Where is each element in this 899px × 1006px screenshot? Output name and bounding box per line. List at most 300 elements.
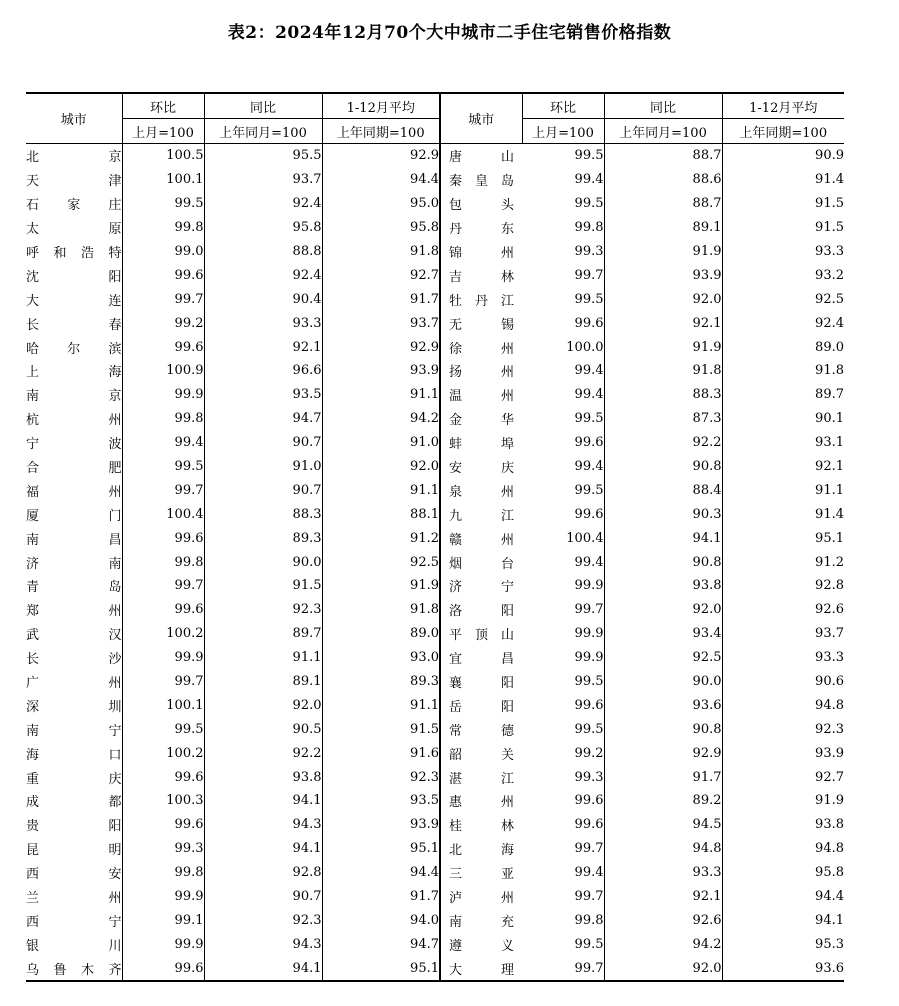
left-avg-cell: 94.4	[322, 861, 440, 885]
left-mom-cell: 99.7	[122, 478, 204, 502]
left-mom-cell: 100.9	[122, 359, 204, 383]
table-row	[26, 670, 844, 694]
right-city-cell: 唐山	[440, 144, 522, 168]
right-avg-cell: 93.2	[815, 267, 844, 283]
col-yoy-base-left: 上年同月=100	[204, 119, 322, 144]
right-yoy-cell: 94.1	[604, 526, 722, 550]
left-city-cell: 贵阳	[26, 813, 122, 837]
left-yoy-cell: 94.3	[204, 932, 322, 956]
right-mom-cell: 99.5	[522, 144, 604, 168]
right-mom-cell: 99.7	[522, 263, 604, 287]
right-yoy-cell: 93.9	[604, 263, 722, 287]
right-yoy-cell: 88.7	[604, 144, 722, 168]
right-mom-cell: 99.9	[522, 622, 604, 646]
right-avg-cell: 92.7	[815, 769, 844, 785]
left-mom-cell: 99.7	[122, 287, 204, 311]
right-mom-cell: 100.4	[522, 526, 604, 550]
left-yoy-cell: 90.7	[204, 431, 322, 455]
right-avg-cell: 95.1	[815, 530, 844, 546]
left-avg-cell: 92.5	[322, 550, 440, 574]
left-avg-cell: 89.0	[322, 622, 440, 646]
right-yoy-cell: 93.8	[604, 574, 722, 598]
right-mom-cell: 99.4	[522, 168, 604, 192]
right-avg-cell: 89.7	[815, 387, 844, 403]
right-yoy-cell: 93.3	[604, 861, 722, 885]
right-avg-cell: 94.1	[815, 912, 844, 928]
left-mom-cell: 100.5	[122, 144, 204, 168]
right-mom-cell: 99.4	[522, 861, 604, 885]
left-avg-cell: 89.3	[322, 670, 440, 694]
table-row	[26, 813, 844, 837]
right-city-cell: 宜昌	[440, 646, 522, 670]
right-avg-cell: 92.6	[815, 602, 844, 618]
right-yoy-cell: 90.8	[604, 717, 722, 741]
right-yoy-cell: 87.3	[604, 407, 722, 431]
left-mom-cell: 100.2	[122, 622, 204, 646]
right-yoy-cell: 88.3	[604, 383, 722, 407]
left-city-cell: 北京	[26, 144, 122, 168]
right-avg-cell: 90.6	[815, 674, 844, 690]
left-avg-cell: 88.1	[322, 502, 440, 526]
table-row	[26, 240, 844, 264]
left-yoy-cell: 92.8	[204, 861, 322, 885]
left-avg-cell: 91.1	[322, 693, 440, 717]
left-avg-cell: 91.7	[322, 885, 440, 909]
left-mom-cell: 99.6	[122, 335, 204, 359]
table-row	[26, 956, 844, 981]
col-yoy-left: 同比	[204, 93, 322, 119]
left-city-cell: 合肥	[26, 455, 122, 479]
right-yoy-cell: 90.0	[604, 670, 722, 694]
left-yoy-cell: 95.8	[204, 216, 322, 240]
right-avg-cell: 91.5	[815, 196, 844, 212]
right-avg-cell: 95.3	[815, 936, 844, 952]
right-avg-cell: 91.1	[815, 482, 844, 498]
left-yoy-cell: 88.8	[204, 240, 322, 264]
left-mom-cell: 99.8	[122, 550, 204, 574]
col-avg-base-right: 上年同期=100	[722, 119, 844, 144]
left-mom-cell: 99.6	[122, 526, 204, 550]
left-mom-cell: 99.6	[122, 598, 204, 622]
left-city-cell: 武汉	[26, 622, 122, 646]
right-city-cell: 岳阳	[440, 693, 522, 717]
left-yoy-cell: 90.5	[204, 717, 322, 741]
right-avg-cell: 93.9	[815, 745, 844, 761]
left-yoy-cell: 93.8	[204, 765, 322, 789]
left-city-cell: 宁波	[26, 431, 122, 455]
right-city-cell: 金华	[440, 407, 522, 431]
left-yoy-cell: 92.3	[204, 598, 322, 622]
left-avg-cell: 91.5	[322, 717, 440, 741]
right-city-cell: 常德	[440, 717, 522, 741]
table-row	[26, 837, 844, 861]
table-row	[26, 502, 844, 526]
left-avg-cell: 95.0	[322, 192, 440, 216]
left-yoy-cell: 95.5	[204, 144, 322, 168]
right-yoy-cell: 92.9	[604, 741, 722, 765]
right-yoy-cell: 90.8	[604, 455, 722, 479]
right-city-cell: 三亚	[440, 861, 522, 885]
left-avg-cell: 91.1	[322, 383, 440, 407]
right-city-cell: 包头	[440, 192, 522, 216]
right-mom-cell: 99.6	[522, 693, 604, 717]
left-city-cell: 成都	[26, 789, 122, 813]
table-row	[26, 407, 844, 431]
right-avg-cell: 93.3	[815, 244, 844, 259]
left-mom-cell: 99.7	[122, 574, 204, 598]
left-mom-cell: 99.7	[122, 670, 204, 694]
left-yoy-cell: 92.2	[204, 741, 322, 765]
col-mom-right: 环比	[522, 93, 604, 119]
right-yoy-cell: 92.0	[604, 956, 722, 981]
right-city-cell: 南充	[440, 909, 522, 933]
left-yoy-cell: 91.5	[204, 574, 322, 598]
header-row-1	[26, 93, 844, 119]
right-yoy-cell: 91.8	[604, 359, 722, 383]
right-mom-cell: 99.6	[522, 813, 604, 837]
right-avg-cell: 93.6	[722, 956, 844, 981]
left-avg-cell: 92.0	[322, 455, 440, 479]
left-mom-cell: 99.9	[122, 932, 204, 956]
left-city-cell: 西宁	[26, 909, 122, 933]
right-avg-cell: 91.9	[815, 793, 844, 809]
left-mom-cell: 99.0	[122, 240, 204, 264]
right-avg-cell: 94.4	[815, 889, 844, 905]
left-city-cell: 哈尔滨	[26, 335, 122, 359]
table-row	[26, 526, 844, 550]
left-mom-cell: 99.9	[122, 383, 204, 407]
table-row	[26, 192, 844, 216]
left-avg-cell: 93.5	[322, 789, 440, 813]
right-mom-cell: 100.0	[522, 335, 604, 359]
right-city-cell: 北海	[440, 837, 522, 861]
left-city-cell: 青岛	[26, 574, 122, 598]
right-avg-cell: 91.4	[815, 172, 844, 188]
left-avg-cell: 92.9	[322, 144, 440, 168]
left-yoy-cell: 90.0	[204, 550, 322, 574]
table-row	[26, 359, 844, 383]
right-yoy-cell: 88.6	[604, 168, 722, 192]
left-yoy-cell: 91.0	[204, 455, 322, 479]
right-yoy-cell: 90.8	[604, 550, 722, 574]
right-yoy-cell: 92.0	[604, 287, 722, 311]
left-mom-cell: 99.9	[122, 885, 204, 909]
right-yoy-cell: 92.0	[604, 598, 722, 622]
right-avg-cell: 93.3	[815, 650, 844, 666]
right-city-cell: 大理	[440, 956, 522, 981]
left-yoy-cell: 88.3	[204, 502, 322, 526]
right-avg-cell: 94.8	[815, 841, 844, 857]
right-city-cell: 平顶山	[440, 622, 522, 646]
left-city-cell: 天津	[26, 168, 122, 192]
right-city-cell: 洛阳	[440, 598, 522, 622]
right-yoy-cell: 92.5	[604, 646, 722, 670]
left-mom-cell: 100.1	[122, 693, 204, 717]
right-mom-cell: 99.3	[522, 765, 604, 789]
left-avg-cell: 92.7	[322, 263, 440, 287]
table-row	[26, 861, 844, 885]
col-city-right: 城市	[440, 93, 522, 144]
right-mom-cell: 99.5	[522, 192, 604, 216]
right-yoy-cell: 92.2	[604, 431, 722, 455]
table-row	[26, 765, 844, 789]
left-mom-cell: 99.8	[122, 861, 204, 885]
right-mom-cell: 99.3	[522, 240, 604, 264]
right-city-cell: 烟台	[440, 550, 522, 574]
table-row	[26, 478, 844, 502]
right-avg-cell: 94.8	[815, 697, 844, 713]
left-yoy-cell: 89.7	[204, 622, 322, 646]
left-city-cell: 长春	[26, 311, 122, 335]
right-yoy-cell: 91.7	[604, 765, 722, 789]
table-row	[26, 598, 844, 622]
table-row	[26, 335, 844, 359]
right-avg-cell: 89.0	[815, 339, 844, 355]
left-avg-cell: 91.8	[322, 240, 440, 264]
left-city-cell: 西安	[26, 861, 122, 885]
left-mom-cell: 99.8	[122, 216, 204, 240]
left-avg-cell: 94.4	[322, 168, 440, 192]
left-city-cell: 兰州	[26, 885, 122, 909]
left-mom-cell: 99.6	[122, 263, 204, 287]
right-avg-cell: 91.2	[815, 554, 844, 570]
right-mom-cell: 99.4	[522, 455, 604, 479]
right-city-cell: 赣州	[440, 526, 522, 550]
right-avg-cell: 92.1	[815, 459, 844, 475]
left-avg-cell: 93.9	[322, 359, 440, 383]
left-mom-cell: 99.6	[122, 765, 204, 789]
right-yoy-cell: 93.4	[604, 622, 722, 646]
right-avg-cell: 93.8	[815, 817, 844, 833]
left-mom-cell: 99.5	[122, 717, 204, 741]
left-city-cell: 海口	[26, 741, 122, 765]
table-row	[26, 932, 844, 956]
right-yoy-cell: 93.6	[604, 693, 722, 717]
left-yoy-cell: 90.7	[204, 885, 322, 909]
left-yoy-cell: 89.3	[204, 526, 322, 550]
left-avg-cell: 91.0	[322, 431, 440, 455]
left-avg-cell: 92.3	[322, 765, 440, 789]
table-row	[26, 693, 844, 717]
table-row	[26, 311, 844, 335]
right-mom-cell: 99.5	[522, 670, 604, 694]
table-row	[26, 216, 844, 240]
right-avg-cell: 90.9	[815, 148, 844, 164]
right-avg-cell: 91.8	[815, 363, 844, 379]
right-mom-cell: 99.7	[522, 885, 604, 909]
right-mom-cell: 99.6	[522, 431, 604, 455]
right-city-cell: 锦州	[440, 240, 522, 264]
left-city-cell: 呼和浩特	[26, 240, 122, 264]
table-row	[26, 622, 844, 646]
right-yoy-cell: 88.7	[604, 192, 722, 216]
left-city-cell: 福州	[26, 478, 122, 502]
left-city-cell: 重庆	[26, 765, 122, 789]
left-yoy-cell: 92.4	[204, 192, 322, 216]
left-avg-cell: 94.0	[322, 909, 440, 933]
left-yoy-cell: 94.3	[204, 813, 322, 837]
left-yoy-cell: 92.1	[204, 335, 322, 359]
right-city-cell: 秦皇岛	[440, 168, 522, 192]
left-city-cell: 昆明	[26, 837, 122, 861]
left-avg-cell: 94.7	[322, 932, 440, 956]
left-avg-cell: 91.1	[322, 478, 440, 502]
table-row	[26, 263, 844, 287]
right-yoy-cell: 90.3	[604, 502, 722, 526]
table-row	[26, 885, 844, 909]
left-yoy-cell: 93.3	[204, 311, 322, 335]
right-city-cell: 泉州	[440, 478, 522, 502]
left-city-cell: 杭州	[26, 407, 122, 431]
right-mom-cell: 99.7	[522, 956, 604, 981]
table-row	[26, 144, 844, 168]
right-yoy-cell: 94.5	[604, 813, 722, 837]
right-city-cell: 徐州	[440, 335, 522, 359]
table-row	[26, 646, 844, 670]
right-mom-cell: 99.6	[522, 789, 604, 813]
right-avg-cell: 93.7	[815, 626, 844, 642]
right-city-cell: 湛江	[440, 765, 522, 789]
left-city-cell: 南京	[26, 383, 122, 407]
left-avg-cell: 92.9	[322, 335, 440, 359]
table-row	[26, 789, 844, 813]
right-city-cell: 温州	[440, 383, 522, 407]
table-row	[26, 741, 844, 765]
col-avg-base-left: 上年同期=100	[322, 119, 440, 144]
left-mom-cell: 100.3	[122, 789, 204, 813]
left-mom-cell: 100.2	[122, 741, 204, 765]
left-yoy-cell: 94.1	[204, 789, 322, 813]
left-avg-cell: 91.7	[322, 287, 440, 311]
right-city-cell: 吉林	[440, 263, 522, 287]
left-avg-cell: 93.7	[322, 311, 440, 335]
right-avg-cell: 92.5	[815, 291, 844, 307]
left-city-cell: 上海	[26, 359, 122, 383]
col-mom-base-right: 上月=100	[522, 119, 604, 144]
col-mom-left: 环比	[122, 93, 204, 119]
right-city-cell: 丹东	[440, 216, 522, 240]
left-mom-cell: 99.5	[122, 455, 204, 479]
left-mom-cell: 99.6	[122, 813, 204, 837]
right-mom-cell: 99.8	[522, 909, 604, 933]
left-yoy-cell: 89.1	[204, 670, 322, 694]
right-avg-cell: 91.4	[815, 506, 844, 522]
left-yoy-cell: 94.7	[204, 407, 322, 431]
left-city-cell: 郑州	[26, 598, 122, 622]
table-row	[26, 431, 844, 455]
left-city-cell: 南昌	[26, 526, 122, 550]
left-yoy-cell: 94.1	[204, 956, 322, 981]
right-mom-cell: 99.4	[522, 550, 604, 574]
table-row	[26, 717, 844, 741]
header-row-2	[26, 119, 844, 144]
left-yoy-cell: 92.3	[204, 909, 322, 933]
left-mom-cell: 99.2	[122, 311, 204, 335]
right-city-cell: 韶关	[440, 741, 522, 765]
right-city-cell: 九江	[440, 502, 522, 526]
left-mom-cell: 99.5	[122, 192, 204, 216]
right-mom-cell: 99.4	[522, 359, 604, 383]
left-avg-cell: 94.2	[322, 407, 440, 431]
right-avg-cell: 93.1	[815, 435, 844, 451]
left-yoy-cell: 96.6	[204, 359, 322, 383]
table-row	[26, 168, 844, 192]
right-city-cell: 牡丹江	[440, 287, 522, 311]
right-avg-cell: 90.1	[815, 411, 844, 427]
left-mom-cell: 99.1	[122, 909, 204, 933]
left-avg-cell: 91.8	[322, 598, 440, 622]
right-mom-cell: 99.7	[522, 598, 604, 622]
left-mom-cell: 99.6	[122, 956, 204, 981]
col-yoy-base-right: 上年同月=100	[604, 119, 722, 144]
right-city-cell: 蚌埠	[440, 431, 522, 455]
left-city-cell: 沈阳	[26, 263, 122, 287]
left-yoy-cell: 91.1	[204, 646, 322, 670]
right-mom-cell: 99.6	[522, 311, 604, 335]
right-mom-cell: 99.6	[522, 502, 604, 526]
right-mom-cell: 99.9	[522, 646, 604, 670]
table-body	[26, 144, 844, 982]
right-yoy-cell: 89.2	[604, 789, 722, 813]
col-avg-left: 1-12月平均	[322, 93, 440, 119]
right-yoy-cell: 92.1	[604, 885, 722, 909]
right-mom-cell: 99.5	[522, 407, 604, 431]
left-yoy-cell: 90.4	[204, 287, 322, 311]
right-city-cell: 无锡	[440, 311, 522, 335]
price-index-table	[26, 92, 844, 982]
right-mom-cell: 99.5	[522, 478, 604, 502]
left-yoy-cell: 92.0	[204, 693, 322, 717]
right-city-cell: 安庆	[440, 455, 522, 479]
left-city-cell: 乌鲁木齐	[26, 956, 122, 981]
right-avg-cell: 92.3	[815, 721, 844, 737]
table-row	[26, 550, 844, 574]
left-mom-cell: 99.9	[122, 646, 204, 670]
left-yoy-cell: 93.5	[204, 383, 322, 407]
table-row	[26, 287, 844, 311]
right-mom-cell: 99.7	[522, 837, 604, 861]
left-avg-cell: 95.8	[322, 216, 440, 240]
page-title: 表2：2024年12月70个大中城市二手住宅销售价格指数	[227, 23, 672, 43]
left-mom-cell: 99.8	[122, 407, 204, 431]
right-yoy-cell: 92.1	[604, 311, 722, 335]
left-yoy-cell: 92.4	[204, 263, 322, 287]
left-city-cell: 南宁	[26, 717, 122, 741]
left-city-cell: 济南	[26, 550, 122, 574]
left-mom-cell: 100.4	[122, 502, 204, 526]
table-row	[26, 383, 844, 407]
left-avg-cell: 93.0	[322, 646, 440, 670]
table-row	[26, 455, 844, 479]
right-mom-cell: 99.2	[522, 741, 604, 765]
left-avg-cell: 91.2	[322, 526, 440, 550]
right-yoy-cell: 94.8	[604, 837, 722, 861]
right-yoy-cell: 94.2	[604, 932, 722, 956]
right-city-cell: 济宁	[440, 574, 522, 598]
right-city-cell: 泸州	[440, 885, 522, 909]
left-avg-cell: 93.9	[322, 813, 440, 837]
table-row	[26, 574, 844, 598]
right-yoy-cell: 92.6	[604, 909, 722, 933]
right-city-cell: 扬州	[440, 359, 522, 383]
right-city-cell: 襄阳	[440, 670, 522, 694]
right-avg-cell: 92.4	[815, 315, 844, 331]
col-yoy-right: 同比	[604, 93, 722, 119]
right-yoy-cell: 91.9	[604, 335, 722, 359]
right-yoy-cell: 88.4	[604, 478, 722, 502]
left-city-cell: 太原	[26, 216, 122, 240]
left-mom-cell: 99.4	[122, 431, 204, 455]
